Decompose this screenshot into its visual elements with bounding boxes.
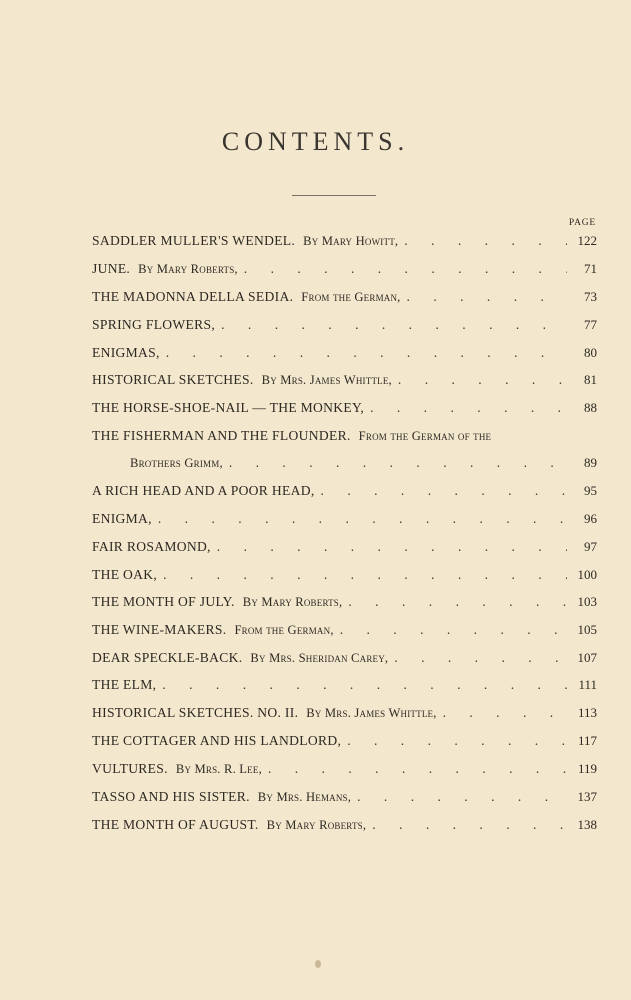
- toc-entry: [92, 622, 597, 642]
- entry-page: 97: [584, 539, 597, 554]
- entry-page: 73: [584, 289, 597, 304]
- entry-title: THE ELM,: [92, 677, 157, 692]
- toc-entry: [92, 261, 597, 281]
- ink-spot: [315, 960, 321, 968]
- toc-entry: [92, 289, 597, 309]
- entry-title: VULTURES.: [92, 761, 168, 776]
- leader-dots: [347, 733, 567, 749]
- leader-dots: [166, 345, 567, 361]
- entry-author: By Mrs. Sheridan Carey,: [250, 651, 389, 665]
- entry-title: THE HORSE-SHOE-NAIL — THE MONKEY,: [92, 400, 365, 415]
- entry-title: DEAR SPECKLE-BACK.: [92, 650, 243, 665]
- toc-entry: [92, 594, 597, 614]
- toc-entry: [92, 483, 597, 503]
- leader-dots: [244, 261, 567, 277]
- entry-page: 71: [584, 261, 597, 276]
- entry-author: Brothers Grimm,: [130, 456, 223, 470]
- toc-entry: [92, 428, 597, 448]
- page-title: CONTENTS.: [221, 127, 410, 156]
- leader-dots: [163, 567, 567, 583]
- entry-title: THE MONTH OF AUGUST.: [92, 817, 259, 832]
- entry-title: A RICH HEAD AND A POOR HEAD,: [92, 483, 315, 498]
- toc-entry: [92, 233, 597, 253]
- toc-entry: [92, 511, 597, 531]
- entry-title: HISTORICAL SKETCHES. NO. II.: [92, 705, 299, 720]
- leader-dots: [340, 622, 567, 638]
- entry-page: 111: [578, 677, 597, 692]
- toc-entry: [92, 372, 597, 392]
- entry-author: From the German,: [234, 623, 334, 637]
- entry-title: THE MADONNA DELLA SEDIA.: [92, 289, 294, 304]
- entry-page: 89: [584, 455, 597, 470]
- entry-page: 113: [577, 705, 597, 720]
- entry-title: THE WINE-MAKERS.: [92, 622, 227, 637]
- entry-title: JUNE.: [92, 261, 131, 276]
- toc-entry: [92, 705, 597, 725]
- leader-dots: [348, 594, 567, 610]
- toc-entry: [92, 317, 597, 337]
- toc-entry: [92, 761, 597, 781]
- entry-page: 105: [577, 622, 597, 637]
- entry-page: 81: [584, 372, 597, 387]
- entry-page: 138: [577, 817, 597, 832]
- entry-title: ENIGMAS,: [92, 345, 160, 360]
- toc-entry: [92, 677, 597, 697]
- entry-title: ENIGMA,: [92, 511, 152, 526]
- entry-author: By Mary Roberts,: [138, 262, 238, 276]
- toc-entry: [92, 789, 597, 809]
- entry-title: THE COTTAGER AND HIS LANDLORD,: [92, 733, 342, 748]
- entry-title: TASSO AND HIS SISTER.: [92, 789, 250, 804]
- entry-page: 103: [577, 594, 597, 609]
- entry-page: 137: [577, 789, 597, 804]
- entry-page: 88: [584, 400, 597, 415]
- leader-dots: [398, 372, 567, 388]
- toc-entry: [92, 400, 597, 420]
- entry-page: 96: [584, 511, 597, 526]
- entry-author: By Mrs. James Whittle,: [261, 373, 392, 387]
- leader-dots: [394, 650, 567, 666]
- toc-entry: [92, 817, 597, 837]
- entry-page: 117: [577, 733, 597, 748]
- entry-page: 122: [577, 233, 597, 248]
- leader-dots: [221, 317, 567, 333]
- toc-entry-continuation: [130, 455, 597, 475]
- entry-page: 107: [577, 650, 597, 665]
- leader-dots: [217, 539, 567, 555]
- leader-dots: [158, 511, 567, 527]
- toc-entry: [92, 345, 597, 365]
- entry-author: By Mrs. R. Lee,: [175, 762, 262, 776]
- entry-author: By Mrs. Hemans,: [257, 790, 352, 804]
- entry-title: SADDLER MULLER'S WENDEL.: [92, 233, 296, 248]
- leader-dots: [404, 233, 567, 249]
- entry-title: FAIR ROSAMOND,: [92, 539, 211, 554]
- entry-title: THE OAK,: [92, 567, 158, 582]
- leader-dots: [321, 483, 567, 499]
- entry-author: By Mary Roberts,: [242, 595, 343, 609]
- leader-dots: [268, 761, 567, 777]
- toc-entry: [92, 733, 597, 753]
- entry-author: By Mrs. James Whittle,: [306, 706, 437, 720]
- leader-dots: [443, 705, 567, 721]
- leader-dots: [162, 677, 567, 693]
- entry-page: 119: [577, 761, 597, 776]
- entry-author: By Mary Howitt,: [303, 234, 399, 248]
- entry-author: By Mary Roberts,: [266, 818, 367, 832]
- leader-dots: [372, 817, 567, 833]
- entry-title: THE FISHERMAN AND THE FLOUNDER.: [92, 428, 351, 443]
- toc-entry: [92, 567, 597, 587]
- leader-dots: [407, 289, 567, 305]
- title-rule: [292, 195, 376, 196]
- entry-title: THE MONTH OF JULY.: [92, 594, 235, 609]
- entry-page: 77: [584, 317, 597, 332]
- toc-entry: [92, 539, 597, 559]
- entry-page: 100: [577, 567, 597, 582]
- toc-entry: [92, 650, 597, 670]
- leader-dots: [357, 789, 567, 805]
- entry-author: From the German,: [301, 290, 401, 304]
- page-column-header: PAGE: [568, 218, 596, 228]
- entry-page: 95: [584, 483, 597, 498]
- entry-author: From the German of the: [358, 429, 492, 443]
- leader-dots: [370, 400, 567, 416]
- entry-title: HISTORICAL SKETCHES.: [92, 372, 254, 387]
- leader-dots: [229, 455, 567, 471]
- entry-page: 80: [584, 345, 597, 360]
- entry-title: SPRING FLOWERS,: [92, 317, 216, 332]
